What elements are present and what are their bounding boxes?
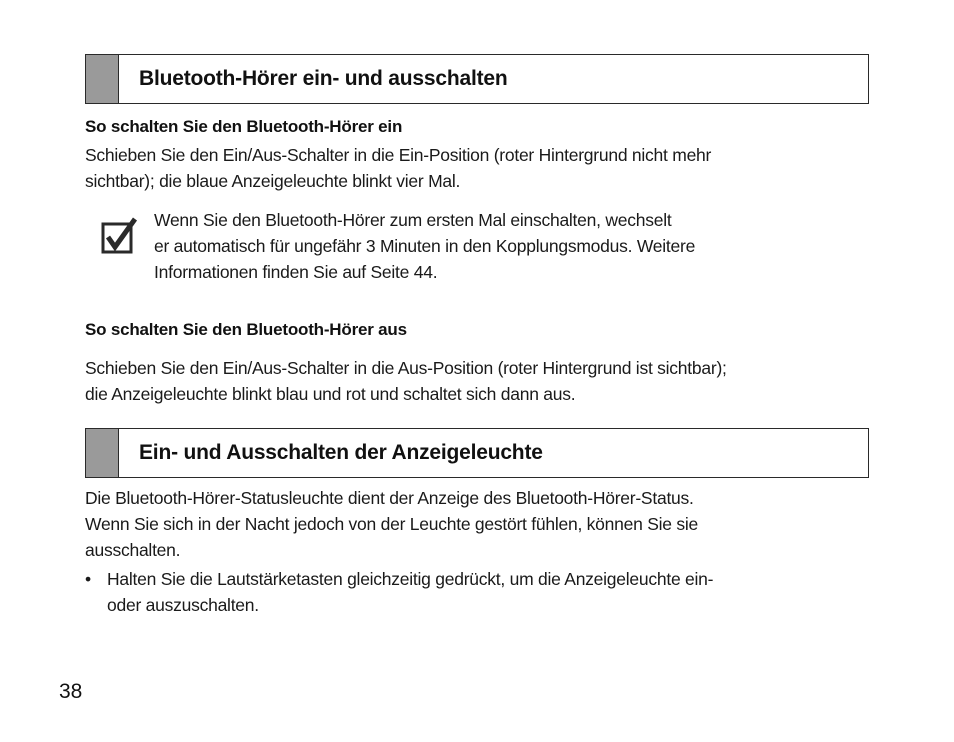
paragraph-turn-off xyxy=(85,355,875,407)
bullet-text xyxy=(107,566,713,618)
text-line: sichtbar); die blaue Anzeigeleuchte blinkt vier Mal. xyxy=(85,171,461,191)
text-line: die Anzeigeleuchte blinkt blau und rot und schaltet sich dann aus. xyxy=(85,384,576,404)
section-header-bar xyxy=(86,55,119,103)
text-line: Die Bluetooth-Hörer-Statusleuchte dient der Anzeige des Bluetooth-Hörer-Status. xyxy=(85,488,694,508)
subheading-turn-off: So schalten Sie den Bluetooth-Hörer aus xyxy=(85,320,407,339)
text-line: Schieben Sie den Ein/Aus-Schalter in die Aus-Position (roter Hintergrund ist sichtbar); xyxy=(85,358,727,378)
text-line: oder auszuschalten. xyxy=(107,595,259,615)
text-line: Wenn Sie sich in der Nacht jedoch von der Leuchte gestört fühlen, können Sie sie xyxy=(85,514,698,534)
text-line: Wenn Sie den Bluetooth-Hörer zum ersten Mal einschalten, wechselt xyxy=(154,210,672,230)
text-line: Halten Sie die Lautstärketasten gleichzeitig gedrückt, um die Anzeigeleuchte ein- xyxy=(107,569,714,589)
subheading-turn-on: So schalten Sie den Bluetooth-Hörer ein xyxy=(85,117,403,136)
checkbox-check-icon xyxy=(100,217,138,255)
page-number: 38 xyxy=(59,680,83,703)
section-header-bar xyxy=(86,429,119,477)
section-header-power xyxy=(85,54,869,104)
section-title: Ein- und Ausschalten der Anzeigeleuchte xyxy=(139,441,543,464)
paragraph-turn-on xyxy=(85,142,875,194)
bullet-symbol: • xyxy=(85,569,91,589)
text-line: Informationen finden Sie auf Seite 44. xyxy=(154,262,438,282)
section-header-indicator xyxy=(85,428,869,478)
text-line: er automatisch für ungefähr 3 Minuten in den Kopplungsmodus. Weitere xyxy=(154,236,696,256)
text-line: Schieben Sie den Ein/Aus-Schalter in die Ein-Position (roter Hintergrund nicht mehr xyxy=(85,145,712,165)
paragraph-indicator xyxy=(85,485,875,563)
section-title: Bluetooth-Hörer ein- und ausschalten xyxy=(139,67,508,90)
text-line: ausschalten. xyxy=(85,540,181,560)
note-text xyxy=(154,207,695,285)
